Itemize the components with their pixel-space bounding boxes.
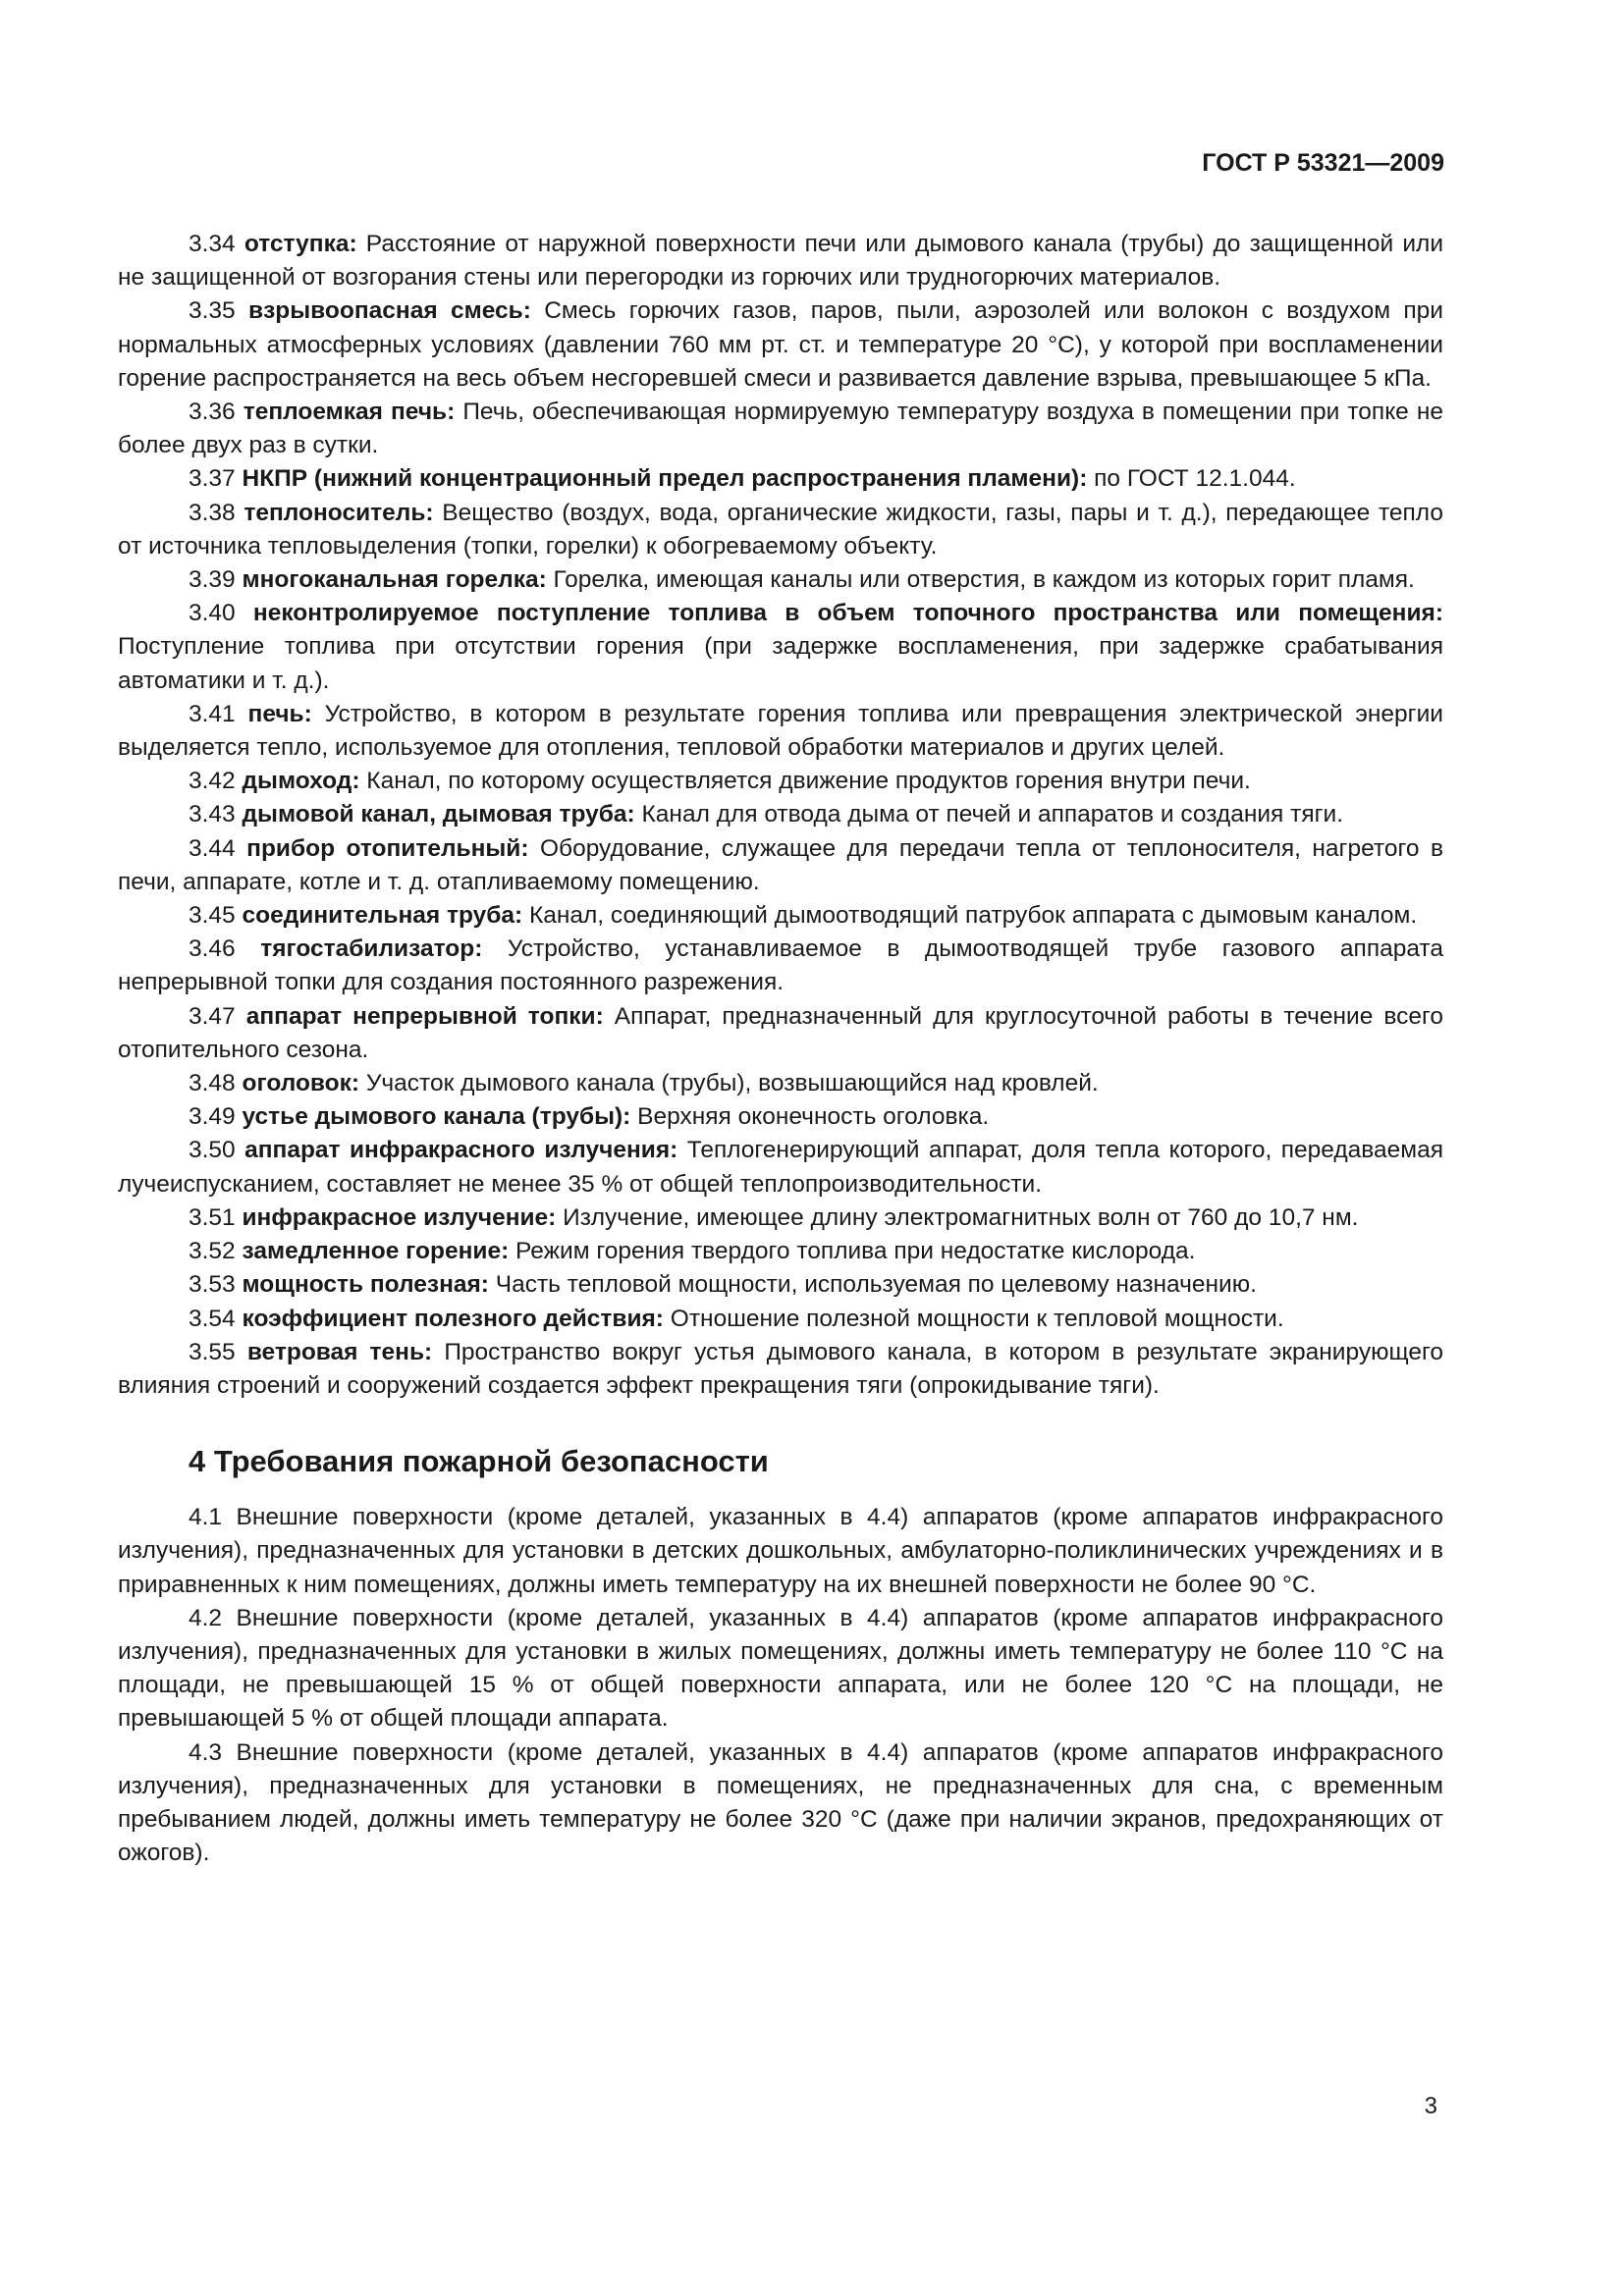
term: ветровая тень: [246, 1338, 433, 1365]
definition-3-35: 3.35 взрывоопасная смесь: Смесь горючих газов, паров, пыли, аэрозолей или волокон с воздухом при нормальных атмосферных условиях (давлении 760 мм рт. ст. и температуре 20 °С), у которой при воспламенении горение распространяется на весь объем несгоревшей смеси и развивается давление взрыва, превышающее 5 кПа. [118, 297, 1443, 392]
term: прибор отопительный: [246, 834, 529, 862]
definition-3-48: 3.48 оголовок: Участок дымового канала (трубы), возвышающийся над кровлей. [189, 1070, 1099, 1097]
term: многоканальная горелка: [242, 566, 547, 594]
definition-3-36: 3.36 теплоемкая печь: Печь, обеспечивающая нормируемую температуру воздуха в помещении при топке не более двух раз в сутки. [118, 399, 1444, 459]
term: коэффициент полезного действия: [242, 1305, 664, 1332]
definition-3-34: 3.34 отступка: Расстояние от наружной поверхности печи или дымового канала (трубы) до защищенной или не защищенной от возгорания стены или перегородки из горючих или трудногорючих материалов. [118, 231, 1444, 292]
definition-3-46: 3.46 тягостабилизатор: Устройство, устанавливаемое в дымоотводящей трубе газового аппарата непрерывной топки для создания постоянного разрежения. [118, 935, 1444, 996]
term: замедленное горение: [242, 1238, 510, 1265]
term: отступка: [244, 231, 357, 257]
definition-3-37: 3.37 НКПР (нижний концентрационный предел распространения пламени): по ГОСТ 12.1.044. [189, 465, 1296, 493]
term: мощность полезная: [242, 1271, 489, 1299]
paragraph-4-1: 4.1 Внешние поверхности (кроме деталей, указанных в 4.4) аппаратов (кроме аппаратов инфракрасного излучения), предназначенных для установки в детских дошкольных, амбулаторно-поликлинических учреждениях и в приравненных к ним помещениях, должны иметь температуру на их внешней поверхности не более 90 °С. [118, 1504, 1443, 1598]
term: теплоемкая печь: [243, 399, 456, 426]
definition-3-43: 3.43 дымовой канал, дымовая труба: Канал для отвода дыма от печей и аппаратов и создания тяги. [189, 801, 1344, 828]
document-header: ГОСТ Р 53321—2009 [1202, 149, 1444, 177]
definition-3-39: 3.39 многоканальная горелка: Горелка, имеющая каналы или отверстия, в каждом из которых горит пламя. [189, 566, 1415, 594]
definition-3-53: 3.53 мощность полезная: Часть тепловой мощности, используемая по целевому назначению. [189, 1271, 1257, 1299]
term: устье дымового канала (трубы): [242, 1103, 631, 1131]
definition-3-51: 3.51 инфракрасное излучение: Излучение, имеющее длину электромагнитных волн от 760 до 10,7 нм. [189, 1203, 1359, 1231]
term: НКПР (нижний концентрационный предел распространения пламени): [242, 465, 1088, 493]
definition-3-55: 3.55 ветровая тень: Пространство вокруг устья дымового канала, в котором в результате экранирующего влияния строений и сооружений создается эффект прекращения тяги (опрокидывание тяги). [118, 1338, 1443, 1399]
term: тягостабилизатор: [260, 935, 483, 963]
term: оголовок: [242, 1070, 360, 1097]
term: взрывоопасная смесь: [248, 297, 531, 325]
definition-3-42: 3.42 дымоход: Канал, по которому осуществляется движение продуктов горения внутри печи. [189, 768, 1251, 795]
definitions-list [118, 228, 1443, 1403]
term: печь: [247, 700, 312, 727]
definition-3-49: 3.49 устье дымового канала (трубы): Верхняя оконечность оголовка. [189, 1103, 990, 1131]
section-title: 4 Требования пожарной безопасности [189, 1444, 769, 1479]
term: неконтролируемое поступление топлива в объем топочного пространства или помещения: [252, 600, 1443, 627]
paragraph-4-3: 4.3 Внешние поверхности (кроме деталей, указанных в 4.4) аппаратов (кроме аппаратов инфракрасного излучения), предназначенных для установки в помещениях, не предназначенных для сна, с временным пребыванием людей, должны иметь температуру не более 320 °С (даже при наличии экранов, предохраняющих от ожогов). [118, 1738, 1443, 1867]
term: инфракрасное излучение: [242, 1203, 557, 1231]
term: дымоход: [242, 768, 360, 795]
definition-3-44: 3.44 прибор отопительный: Оборудование, служащее для передачи тепла от теплоносителя, нагретого в печи, аппарате, котле и т. д. отапливаемому помещению. [118, 834, 1443, 895]
section-4-body [118, 1501, 1443, 1870]
definition-3-45: 3.45 соединительная труба: Канал, соединяющий дымоотводящий патрубок аппарата с дымовым каналом. [189, 902, 1418, 930]
definition-3-54: 3.54 коэффициент полезного действия: Отношение полезной мощности к тепловой мощности. [189, 1305, 1284, 1332]
definition-3-47: 3.47 аппарат непрерывной топки: Аппарат, предназначенный для круглосуточной работы в течение всего отопительного сезона. [118, 1002, 1443, 1063]
document-body [118, 228, 1443, 1870]
paragraph-4-2: 4.2 Внешние поверхности (кроме деталей, указанных в 4.4) аппаратов (кроме аппаратов инфракрасного излучения), предназначенных для установки в жилых помещениях, должны иметь температуру не более 110 °С на площади, не превышающей 15 % от общей поверхности аппарата, или не более 120 °С на площади, не превышающей 5 % от общей площади аппарата. [118, 1604, 1443, 1733]
term: дымовой канал, дымовая труба: [242, 801, 635, 828]
term: аппарат инфракрасного излучения: [244, 1137, 678, 1164]
definition-3-52: 3.52 замедленное горение: Режим горения твердого топлива при недостатке кислорода. [189, 1238, 1196, 1265]
term: теплоноситель: [244, 499, 434, 526]
definition-3-40: 3.40 неконтролируемое поступление топлива в объем топочного пространства или помещения: Поступление топлива при отсутствии горения (при задержке воспламенения, при задержке срабатывания автоматики и т. д.). [118, 600, 1443, 694]
definition-3-41: 3.41 печь: Устройство, в котором в результате горения топлива или превращения электрической энергии выделяется тепло, используемое для отопления, тепловой обработки материалов и других целей. [118, 700, 1443, 762]
term: аппарат непрерывной топки: [245, 1002, 604, 1030]
definition-3-38: 3.38 теплоноситель: Вещество (воздух, вода, органические жидкости, газы, пары и т. д.), передающее тепло от источника тепловыделения (топки, горелки) к обогреваемому объекту. [118, 499, 1443, 560]
term: соединительная труба: [242, 902, 523, 930]
page-number: 3 [1424, 2093, 1437, 2119]
definition-3-50: 3.50 аппарат инфракрасного излучения: Теплогенерирующий аппарат, доля тепла которого, передаваемая лучеиспусканием, составляет не менее 35 % от общей теплопроизводительности. [118, 1137, 1443, 1198]
